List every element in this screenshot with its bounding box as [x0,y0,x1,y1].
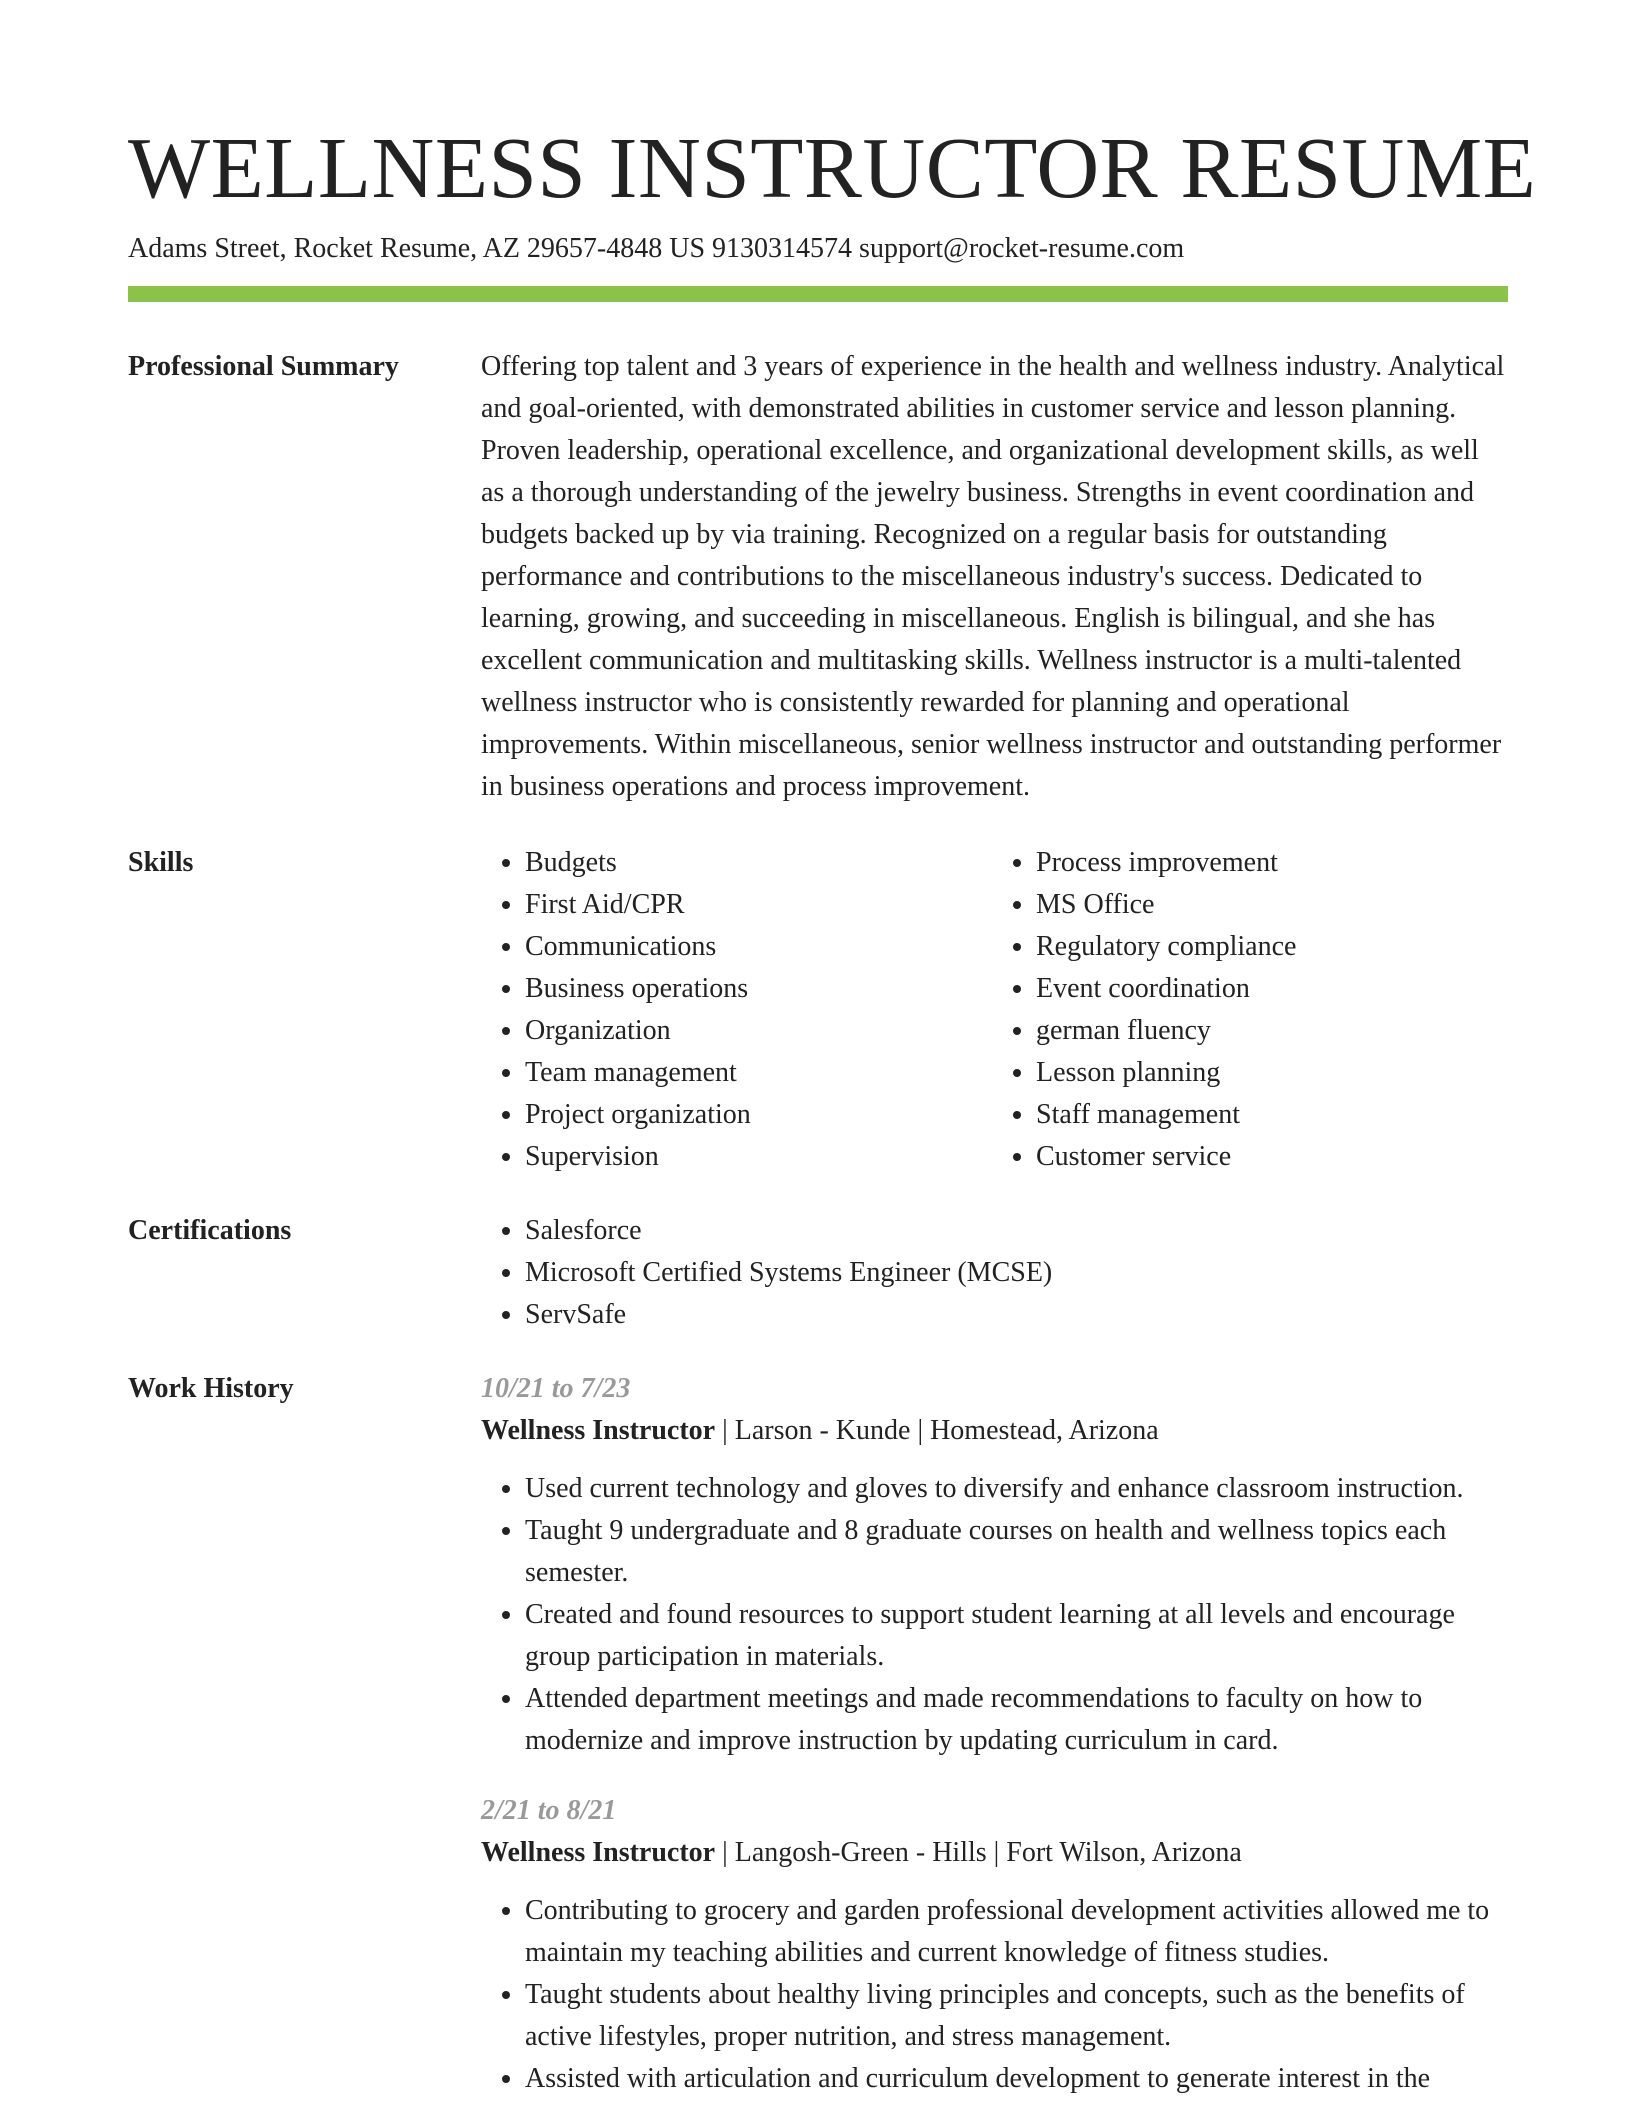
skills-list-right [987,842,1498,1178]
job-bullet: • Taught 9 undergraduate and 8 graduate courses on health and wellness topics each semester. [525,1510,1508,1594]
section-label-work-history: Work History [128,1373,294,1404]
job-separator: | [715,1837,735,1868]
skill-item: • Communications [525,926,987,968]
job-separator: | [910,1415,931,1446]
skill-item: • Customer service [1036,1136,1498,1178]
skill-item: • Regulatory compliance [1036,926,1498,968]
skill-item: • Organization [525,1010,987,1052]
skill-item: • MS Office [1036,884,1498,926]
job-bullet: • Assisted with articulation and curriculum development to generate interest in the [525,2058,1508,2100]
job-bullet: • Taught students about healthy living principles and concepts, such as the benefits of active lifestyles, proper nutrition, and stress management. [525,1974,1508,2058]
job-bullet: • Used current technology and gloves to diversify and enhance classroom instruction. [525,1468,1508,1510]
job-separator: | [715,1415,735,1446]
job-bullet-list [481,1890,1508,2100]
skills-columns [481,842,1508,1178]
skills-list-left [481,842,987,1178]
job-bullet-list [481,1468,1508,1762]
certification-item: • Salesforce [525,1210,1508,1252]
skill-item: • Supervision [525,1136,987,1178]
job-header [481,1410,1508,1452]
job-entry [481,1790,1508,2100]
job-company: Larson - Kunde [734,1415,911,1446]
certifications-list [481,1210,1508,1336]
job-location: Fort Wilson, Arizona [1006,1837,1242,1868]
skill-item: • german fluency [1036,1010,1498,1052]
job-header [481,1832,1508,1874]
summary-text: Offering top talent and 3 years of experience in the health and wellness industry. Analytical and goal-oriented, with demonstrated abilities in customer service and lesson planning. Proven leadership, operational excellence, and organizational development skills, as well as a thorough understanding of the jewelry business. Strengths in event coordination and budgets backed up by via training. Recognized on a regular basis for outstanding performance and contributions to the miscellaneous industry's success. Dedicated to learning, growing, and succeeding in miscellaneous. English is bilingual, and she has excellent communication and multitasking skills. Wellness instructor is a multi-talented wellness instructor who is consistently rewarded for planning and operational improvements. Within miscellaneous, senior wellness instructor and outstanding performer in business operations and process improvement. [481,351,1505,802]
skill-item: • Team management [525,1052,987,1094]
job-dates: 10/21 to 7/23 [481,1373,631,1404]
skill-item: • Staff management [1036,1094,1498,1136]
job-separator: | [986,1837,1007,1868]
job-company: Langosh-Green - Hills [734,1837,987,1868]
job-dates: 2/21 to 8/21 [481,1795,617,1826]
section-label-skills: Skills [128,847,194,878]
skill-item: • Event coordination [1036,968,1498,1010]
skill-item: • Lesson planning [1036,1052,1498,1094]
section-label-summary: Professional Summary [128,351,399,382]
accent-divider [128,286,1508,302]
section-label-certifications: Certifications [128,1215,292,1246]
contact-line: Adams Street, Rocket Resume, AZ 29657-4848 US 9130314574 support@rocket-resume.com [128,233,1185,264]
job-bullet: • Attended department meetings and made recommendations to faculty on how to modernize and improve instruction by updating curriculum in card. [525,1678,1508,1762]
job-title: Wellness Instructor [481,1415,716,1446]
job-entry [481,1368,1508,1762]
job-title: Wellness Instructor [481,1837,716,1868]
skill-item: • Project organization [525,1094,987,1136]
certification-item: • Microsoft Certified Systems Engineer (MCSE) [525,1252,1508,1294]
job-location: Homestead, Arizona [930,1415,1159,1446]
job-bullet: • Created and found resources to support student learning at all levels and encourage group participation in materials. [525,1594,1508,1678]
skill-item: • Budgets [525,842,987,884]
resume-title: WELLNESS INSTRUCTOR RESUME [128,119,1537,216]
skill-item: • Process improvement [1036,842,1498,884]
certification-item: • ServSafe [525,1294,1508,1336]
skill-item: • Business operations [525,968,987,1010]
skill-item: • First Aid/CPR [525,884,987,926]
job-bullet: • Contributing to grocery and garden professional development activities allowed me to maintain my teaching abilities and current knowledge of fitness studies. [525,1890,1508,1974]
